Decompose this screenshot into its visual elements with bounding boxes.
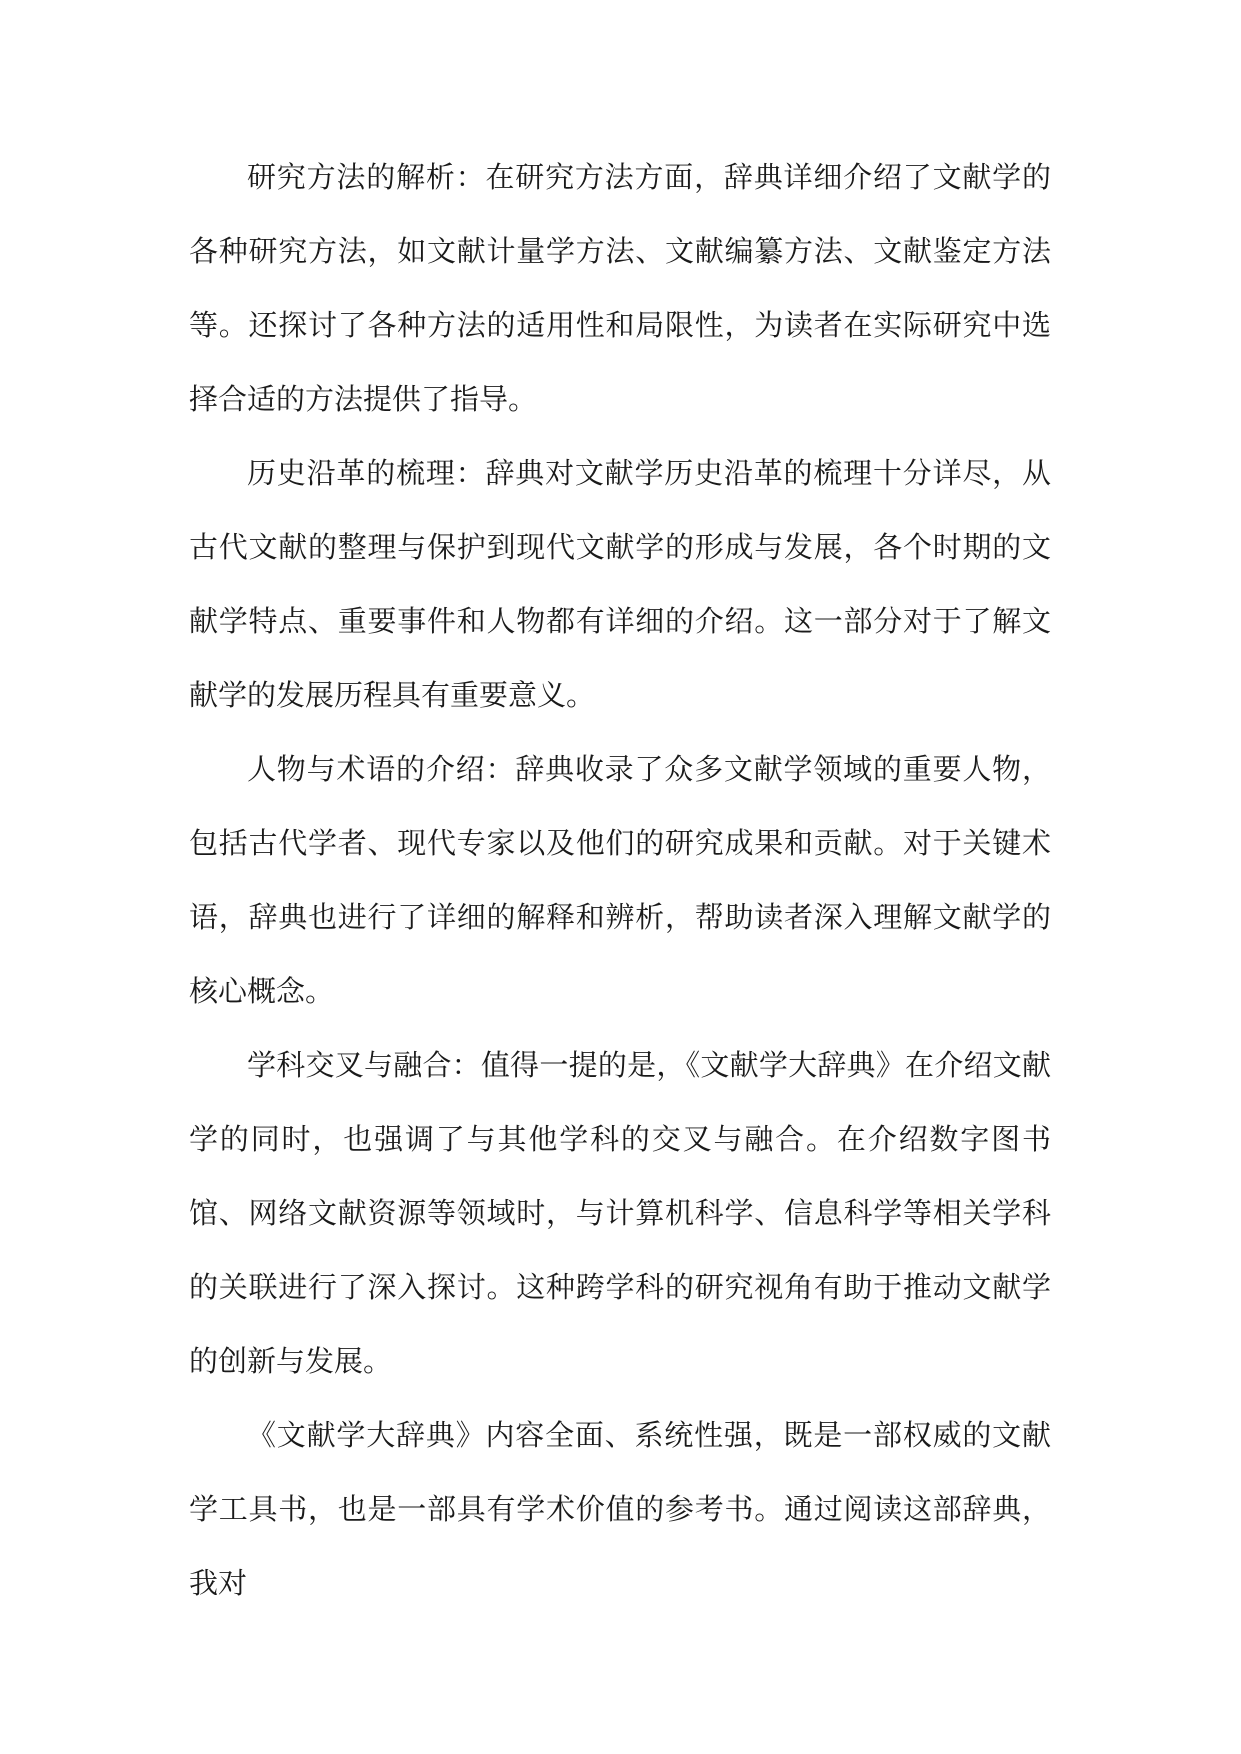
paragraph-research-methods: 研究方法的解析：在研究方法方面，辞典详细介绍了文献学的各种研究方法，如文献计量学方法、文献编纂方法、文献鉴定方法等。还探讨了各种方法的适用性和局限性，为读者在实际研究中选择合适的方法提供了指导。 [189,160,1051,416]
document-body [189,140,1051,1620]
paragraph-historical-evolution: 历史沿革的梳理：辞典对文献学历史沿革的梳理十分详尽，从古代文献的整理与保护到现代文献学的形成与发展，各个时期的文献学特点、重要事件和人物都有详细的介绍。这一部分对于了解文献学的发展历程具有重要意义。 [189,456,1051,712]
paragraph-people-and-terms: 人物与术语的介绍：辞典收录了众多文献学领域的重要人物，包括古代学者、现代专家以及他们的研究成果和贡献。对于关键术语，辞典也进行了详细的解释和辨析，帮助读者深入理解文献学的核心概念。 [189,752,1051,1008]
paragraph-summary: 《文献学大辞典》内容全面、系统性强，既是一部权威的文献学工具书，也是一部具有学术价值的参考书。通过阅读这部辞典，我对 [189,1418,1051,1600]
paragraph-interdisciplinary: 学科交叉与融合：值得一提的是，《文献学大辞典》在介绍文献学的同时，也强调了与其他学科的交叉与融合。在介绍数字图书馆、网络文献资源等领域时，与计算机科学、信息科学等相关学科的关联进行了深入探讨。这种跨学科的研究视角有助于推动文献学的创新与发展。 [189,1048,1051,1378]
